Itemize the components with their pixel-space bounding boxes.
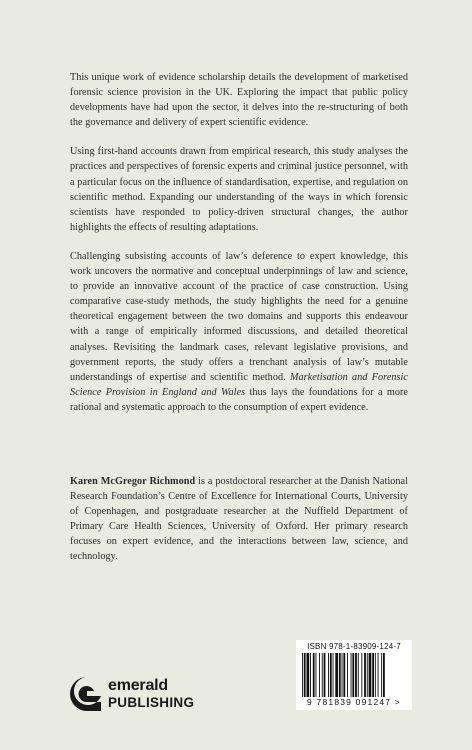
barcode-bar bbox=[335, 653, 338, 697]
publisher-name-line2: PUBLISHING bbox=[108, 695, 195, 710]
emerald-e-logo-icon bbox=[70, 674, 104, 714]
blurb-paragraph-2: Using first-hand accounts drawn from empirical research, this study analyses the practices and perspectives of forensic experts and criminal justice personnel, with a particular focus on the influence of standardisation, expertise, and regulation on scientific method. Expanding our understanding of the ways in which forensic scientists have responded to policy-driven structural changes, the author highlights the effects of resulting adaptations. bbox=[70, 146, 408, 233]
barcode-bar bbox=[364, 653, 366, 697]
barcode-bar bbox=[367, 653, 368, 697]
blurb-paragraph-1: This unique work of evidence scholarship details the development of marketised forensic science provision in the UK. Exploring the impact that public policy developments have had upon the sector, it delves into the re-structuring of both the governance and delivery of expert scientific evidence. bbox=[70, 72, 408, 129]
barcode-bar bbox=[313, 653, 315, 697]
barcode-bar bbox=[375, 653, 376, 697]
book-title: Marketisation and Forensic Science Provision in England and Wales bbox=[70, 371, 409, 398]
author-bio-text: is a postdoctoral researcher at the Danish National Research Foundation’s Centre of Excellence for International Courts, University of Copenhagen, and postgraduate researcher at the Nuffield Department of Primary Care Health Sciences, University of Oxford. Her primary research focuses on expert evidence, and the interactions between law, science, and technology. bbox=[70, 476, 408, 563]
barcode-bar bbox=[307, 653, 310, 697]
barcode-bar bbox=[381, 653, 382, 697]
barcode-bar bbox=[378, 653, 379, 697]
barcode-bar bbox=[343, 653, 345, 697]
author-bio bbox=[70, 474, 408, 579]
isbn-barcode bbox=[296, 640, 412, 710]
barcode-bar bbox=[361, 653, 362, 697]
isbn-label: ISBN 978-1-83909-124-7 bbox=[307, 642, 401, 651]
barcode-bar bbox=[339, 653, 341, 697]
barcode-bar bbox=[372, 653, 374, 697]
barcode-bar bbox=[310, 653, 311, 697]
author-bio-paragraph bbox=[70, 474, 408, 565]
author-name: Karen McGregor Richmond bbox=[70, 476, 196, 487]
barcode-bar bbox=[322, 653, 323, 697]
barcode-bar bbox=[324, 653, 326, 697]
barcode-bar bbox=[330, 653, 332, 697]
blurb-paragraph-3-text: Challenging subsisting accounts of law’s deference to expert knowledge, this work uncovers the normative and conceptual underpinnings of law and science, to provide an innovative account of the practice of case construction. Using comparative case-study methods, the study highlights the need for a genuine theoretical engagement between the two domains and supports this endeavour with a range of empirically informed discussions, and detailed theoretical analyses. Revisiting the landmark cases, relevant legislative provisions, and government reports, the study offers a trenchant analysis of law’s mutable understandings of expertise and scientific method. bbox=[70, 250, 408, 383]
barcode-bar bbox=[355, 653, 357, 697]
barcode-bar bbox=[342, 653, 343, 697]
blurb bbox=[70, 70, 408, 429]
barcode-bar bbox=[333, 653, 334, 697]
barcode-bar bbox=[352, 653, 354, 697]
barcode-bar bbox=[328, 653, 329, 697]
barcode-bar bbox=[304, 653, 306, 697]
publisher-name-line1: emerald bbox=[108, 677, 168, 694]
barcode-bar bbox=[358, 653, 359, 697]
blurb-paragraph-3-end: thus lays the foundations for a more rational and systematic approach to the consumption of expert evidence. bbox=[70, 386, 408, 413]
barcode-bar bbox=[369, 653, 372, 697]
barcode-bar bbox=[383, 653, 385, 697]
barcode-bar bbox=[319, 653, 320, 697]
barcode-bar bbox=[347, 653, 348, 697]
blurb-paragraph-3 bbox=[70, 249, 408, 415]
barcode-bar bbox=[302, 653, 303, 697]
isbn-digits: 9 781839 091247 > bbox=[307, 697, 401, 707]
barcode-bar bbox=[316, 653, 317, 697]
publisher-logo bbox=[70, 674, 195, 718]
barcode-bar bbox=[351, 653, 352, 697]
barcode-bars bbox=[302, 653, 406, 697]
